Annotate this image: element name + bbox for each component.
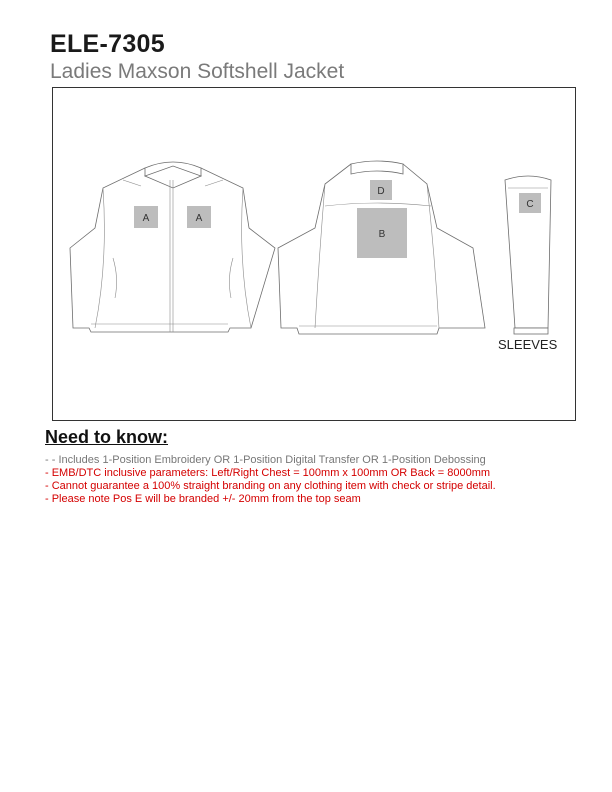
garment-diagram-panel	[52, 87, 576, 421]
note-position-e: - Please note Pos E will be branded +/- 20mm from the top seam	[45, 493, 361, 505]
position-c-label: C	[526, 199, 534, 210]
product-title: Ladies Maxson Softshell Jacket	[50, 60, 345, 83]
product-code: ELE-7305	[50, 30, 165, 58]
front-jacket-drawing	[70, 162, 275, 332]
sleeves-label: SLEEVES	[498, 337, 558, 352]
note-parameters: - EMB/DTC inclusive parameters: Left/Right Chest = 100mm x 100mm OR Back = 8000mm	[45, 467, 491, 479]
need-to-know-heading: Need to know:	[45, 427, 169, 447]
note-guarantee: - Cannot guarantee a 100% straight branding on any clothing item with check or stripe detail.	[45, 480, 496, 492]
position-b-label: B	[378, 229, 386, 240]
position-a-right-label: A	[195, 213, 203, 224]
position-d-label: D	[377, 186, 385, 197]
garment-diagram	[53, 88, 577, 422]
note-includes: - - Includes 1-Position Embroidery OR 1-Position Digital Transfer OR 1-Position Debossing	[45, 454, 486, 466]
position-a-left-label: A	[142, 213, 150, 224]
notes-list	[45, 454, 605, 506]
